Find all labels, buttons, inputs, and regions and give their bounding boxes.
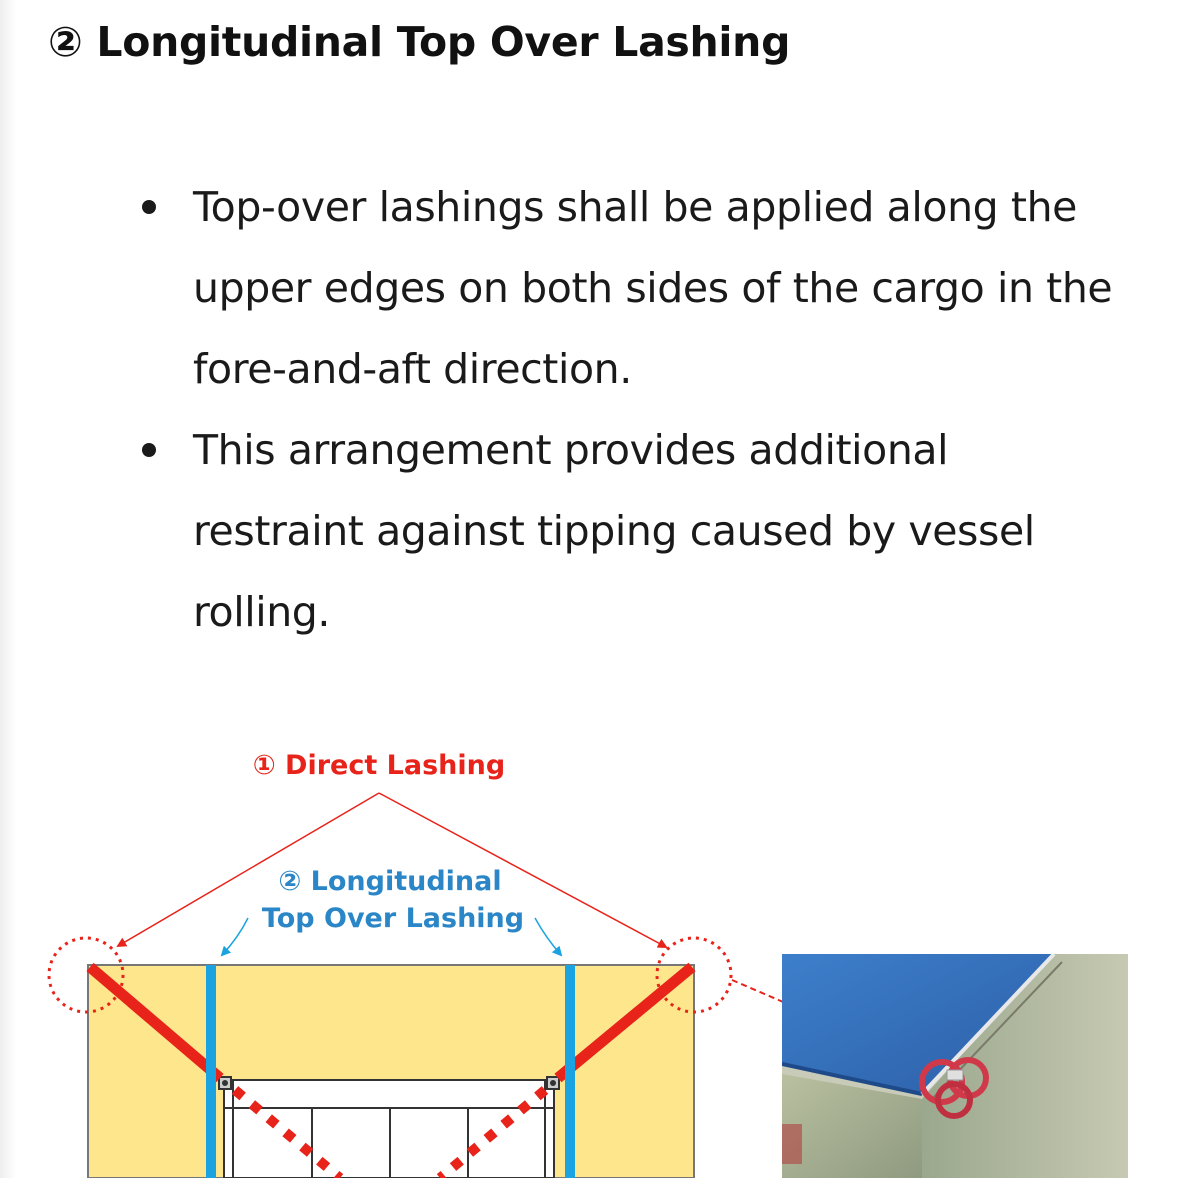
bullet-dot-icon xyxy=(142,443,156,457)
cargo-corner-photo xyxy=(782,954,1128,1178)
bullet-list xyxy=(140,167,1130,653)
longitudinal-label-line1: ② Longitudinal xyxy=(278,866,502,897)
direct-lashing-label: ① Direct Lashing xyxy=(252,750,506,781)
bullet-text: This arrangement provides additional restraint against tipping caused by vessel rolling. xyxy=(193,426,1035,636)
longitudinal-label-line2: Top Over Lashing xyxy=(261,903,525,934)
bullet-item xyxy=(140,167,1130,410)
section-heading: ② Longitudinal Top Over Lashing xyxy=(48,18,791,66)
bullet-item xyxy=(140,410,1130,653)
bullet-dot-icon xyxy=(142,200,156,214)
bullet-text: Top-over lashings shall be applied along the upper edges on both sides of the cargo in the fore-and-aft direction. xyxy=(193,183,1113,393)
